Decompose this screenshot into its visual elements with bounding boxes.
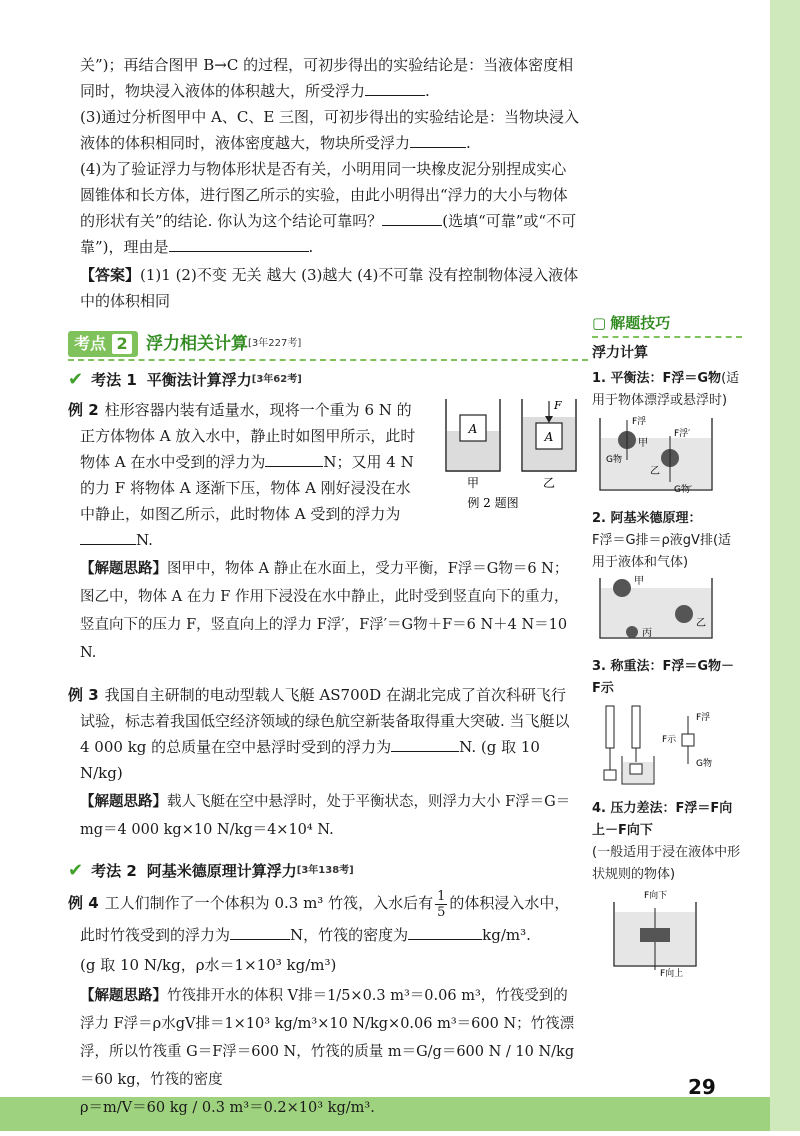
- svg-text:A: A: [544, 430, 554, 444]
- m3-label: F示: [662, 735, 677, 745]
- m1-label: 甲: [638, 438, 648, 449]
- method-1: 1. 平衡法：F浮＝G物(适用于物体漂浮或悬浮时): [592, 371, 740, 408]
- m1-label: 乙: [650, 466, 660, 477]
- kaofa-1-stat: [3年62考]: [251, 374, 302, 385]
- example-3: 例 3 我国自主研制的电动型载人飞艇 AS700D 在湖北完成了首次科研飞行试验，标志着我国低空经济领域的绿色航空新装备取得重大突破. 当飞艇以 4 000 kg 的总质量在空中悬浮时受到的浮力为 N. (g 取 10 N/kg): [68, 685, 570, 782]
- answer-blank[interactable]: [391, 736, 459, 752]
- kaodian-header: [68, 329, 588, 361]
- method-4-diagram: [592, 886, 732, 978]
- example-3-label: 例 3: [68, 685, 99, 704]
- check-icon: ✔: [68, 860, 84, 881]
- main-column: [68, 52, 580, 1136]
- m1-label: F浮: [632, 417, 647, 427]
- m4-label: F向下: [644, 891, 668, 901]
- book-icon: ▢: [592, 314, 607, 332]
- question-part-4: (4)为了验证浮力与物体形状是否有关，小明用同一块橡皮泥分别捏成实心圆锥体和长方体，进行图乙所示的实验，由此小明得出“浮力的大小与物体的形状有关”的结论. 你认为这个结论可靠吗？ (选填“可靠”或“不可靠”)，理由是 .: [80, 160, 577, 256]
- m3-label: G物: [696, 759, 712, 769]
- example-4-thinking: 【解题思路】竹筏排开水的体积 V排＝1/5×0.3 m³＝0.06 m³，竹筏受到的浮力 F浮＝ρ水gV排＝1×10³ kg/m³×10 N/kg×0.06 m³＝600 N；竹筏漂浮，所以竹筏重 G＝F浮＝600 N，竹筏的质量 m＝G/g＝600 N / 10 N/kg＝60 kg，竹筏的密度 ρ＝m/V＝60 kg / 0.3 m³＝0.2×10³ kg/m³.: [80, 987, 575, 1116]
- kaodian-stat: [3年227考]: [248, 338, 302, 349]
- kaofa-1-header: ✔ 考法 1 平衡法计算浮力 [3年62考]: [68, 367, 580, 393]
- kaodian-badge: 考点 2: [68, 331, 138, 357]
- example-4-label: 例 4: [68, 894, 99, 912]
- tips-sidebar: [592, 312, 742, 986]
- kaodian-number: 2: [112, 334, 132, 354]
- answer-blank[interactable]: [408, 924, 482, 940]
- m1-label: F浮′: [674, 429, 691, 439]
- container-yi: [522, 399, 576, 471]
- tips-subtitle: 浮力计算: [592, 345, 648, 361]
- fig-label-yi: 乙: [542, 476, 556, 490]
- method-1-diagram: [592, 412, 732, 496]
- answer-tag: 【答案】: [80, 266, 141, 284]
- m4-label: F向上: [660, 969, 684, 978]
- tips-header: ▢ 解题技巧: [592, 312, 742, 338]
- question-part-2-continued: 关”)；再结合图甲 B→C 的过程，可初步得出的实验结论是：当液体密度相同时，物块浸入液体的体积越大，所受浮力 .: [80, 56, 574, 100]
- example-2: 例 2 柱形容器内装有适量水，现将一个重为 6 N 的正方体物体 A 放入水中，静止时如图甲所示，此时物体 A 在水中受到的浮力为 N；又用 4 N 的力 F 将物体 A 逐渐下压，物体 A 刚好浸没在水中静止，如图乙所示，此时物体 A 受到的浮力为 N. A A F 甲 乙 例 2 题图 【解题思路】图甲中，物体 A 静止在水面上，受力平衡，F浮＝G物＝6 N；图乙中，物体 A 在力 F 作用下浸没在水中静止，此时受到竖直向下的重力，竖直向下的压力 F，竖直向上的浮力 F浮′，F浮′＝G物＋F＝6 N＋4 N＝10 N.: [80, 397, 580, 667]
- kaofa-2-stat: [3年138考]: [296, 865, 354, 876]
- answer-blank[interactable]: [169, 236, 309, 252]
- m1-label: G物′: [674, 485, 693, 495]
- right-green-band: [770, 0, 800, 1131]
- m3-label: F浮: [696, 713, 711, 723]
- method-3-diagram: [592, 700, 732, 786]
- m2-label: 乙: [696, 618, 706, 629]
- method-4: 4. 压力差法：F浮＝F向上－F向下 (一般适用于浸在液体中形状规则的物体): [592, 801, 741, 882]
- answer-blank[interactable]: [230, 924, 290, 940]
- question-part-3: (3)通过分析图甲中 A、C、E 三图，可初步得出的实验结论是：当物块浸入液体的体积相同时，液体密度越大，物块所受浮力 .: [80, 108, 580, 152]
- answer-blank[interactable]: [410, 132, 466, 148]
- fig-label-jia: 甲: [466, 476, 480, 490]
- answer-blank[interactable]: [382, 210, 442, 226]
- fraction-one-fifth: $\frac{1}{5}$: [437, 888, 446, 920]
- example-2-label: 例 2: [68, 401, 99, 419]
- method-3: 3. 称重法：F浮＝G物－F示: [592, 659, 735, 696]
- m1-label: G物: [606, 455, 622, 465]
- answer-blank[interactable]: [80, 529, 136, 545]
- method-2-diagram: [592, 574, 732, 644]
- example-2-thinking: 【解题思路】图甲中，物体 A 静止在水面上，受力平衡，F浮＝G物＝6 N；图乙中，物体 A 在力 F 作用下浸没在水中静止，此时受到竖直向下的重力，竖直向下的压力 F，竖直向上的浮力 F浮′，F浮′＝G物＋F＝6 N＋4 N＝10 N.: [80, 561, 569, 661]
- kaodian-title: 浮力相关计算: [146, 334, 249, 354]
- answer-block: [80, 262, 580, 314]
- m2-label: 甲: [634, 576, 644, 587]
- answer-blank[interactable]: [265, 451, 323, 467]
- example-2-figure: [438, 393, 588, 513]
- check-icon: ✔: [68, 369, 84, 390]
- m2-label: 丙: [642, 628, 652, 639]
- fig-caption: 例 2 题图: [467, 496, 519, 510]
- kaofa-2-header: ✔ 考法 2 阿基米德原理计算浮力 [3年138考]: [68, 858, 580, 884]
- page-number: 29: [688, 1075, 716, 1099]
- force-f-label: F: [554, 399, 562, 412]
- answer-text: (1)1 (2)不变 无关 越大 (3)越大 (4)不可靠 没有控制物体浸入液体中的体积相同: [80, 266, 579, 310]
- object-a-label: A: [468, 422, 478, 436]
- example-3-thinking: 【解题思路】载人飞艇在空中悬浮时，处于平衡状态，则浮力大小 F浮＝G＝mg＝4 000 kg×10 N/kg＝4×10⁴ N.: [80, 793, 571, 838]
- example-4: 例 4 工人们制作了一个体积为 0.3 m³ 竹筏，入水后有 $\frac{1}{5}$ 的体积浸入水中，此时竹筏受到的浮力为 N，竹筏的密度为 kg/m³. (g 取 10 N/kg，ρ水＝1×10³ kg/m³): [68, 888, 570, 974]
- container-jia: [446, 399, 500, 471]
- method-2: 2. 阿基米德原理： F浮＝G排＝ρ液gV排(适用于液体和气体): [592, 511, 732, 570]
- answer-blank[interactable]: [365, 80, 425, 96]
